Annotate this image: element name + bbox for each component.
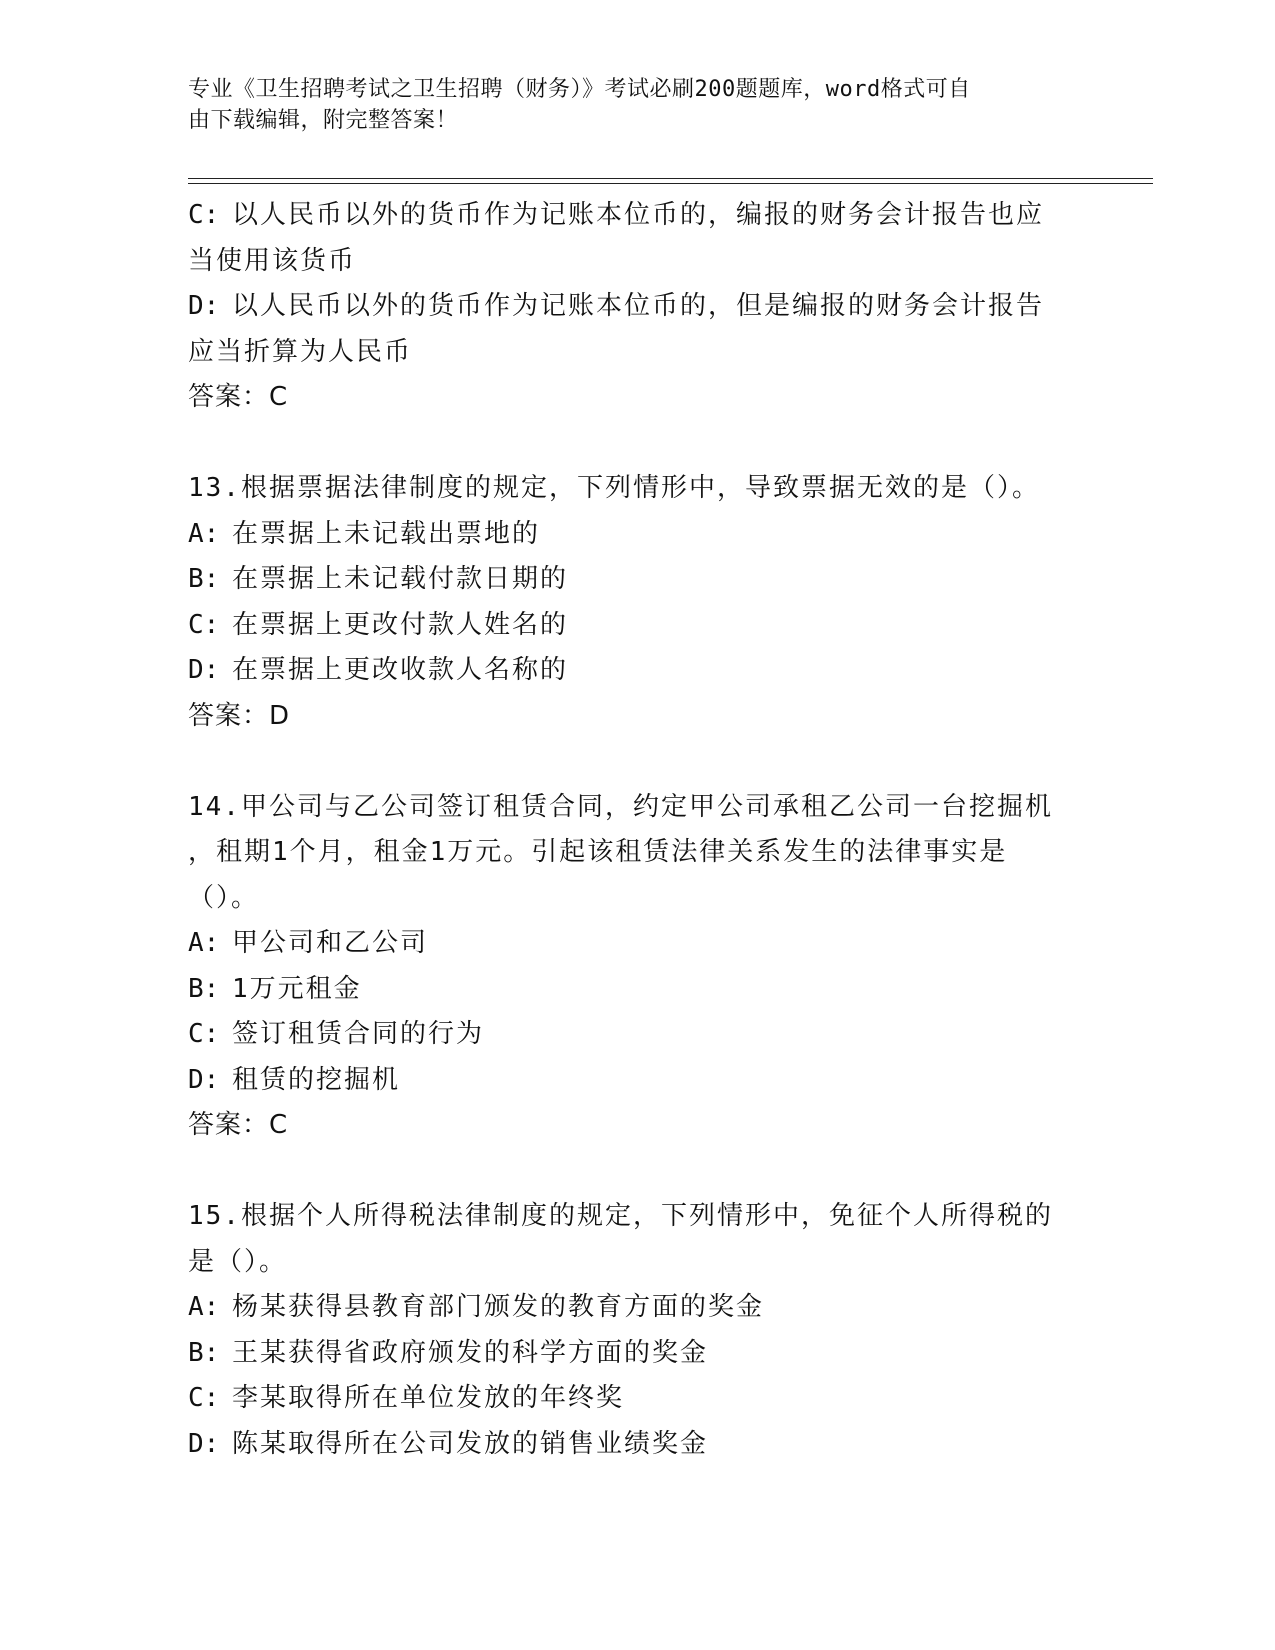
q14-option-a: A: 甲公司和乙公司: [188, 928, 429, 958]
q13-option-a: A: 在票据上未记载出票地的: [188, 518, 541, 549]
question-13: [188, 466, 1088, 739]
header-rule-top: [188, 178, 1153, 179]
question-14: [188, 785, 1088, 1149]
question-15-stem-line-1: 15.根据个人所得税法律制度的规定，下列情形中，免征个人所得税的: [188, 1201, 1053, 1231]
q13-answer: 答案：D: [188, 700, 291, 731]
prev-question: [188, 193, 1088, 421]
prev-option-d: D: 以人民币以外的货币作为记账本位币的，但是编报的财务会计报告: [188, 291, 1045, 321]
q14-option-d: D: 租赁的挖掘机: [188, 1064, 401, 1095]
q15-option-a: A: 杨某获得县教育部门颁发的教育方面的奖金: [188, 1292, 765, 1322]
q13-option-d: D: 在票据上更改收款人名称的: [188, 655, 569, 685]
q15-option-d: D: 陈某取得所在公司发放的销售业绩奖金: [188, 1428, 709, 1459]
prev-answer: 答案：C: [188, 382, 289, 412]
q15-option-c: C: 李某取得所在单位发放的年终奖: [188, 1383, 625, 1413]
document-body: [188, 193, 1088, 1467]
q14-answer: 答案：C: [188, 1110, 289, 1140]
question-14-stem-line-3: （）。: [188, 882, 260, 913]
header-line-1: 专业《卫生招聘考试之卫生招聘（财务）》考试必刷200题题库，word格式可自: [188, 77, 971, 102]
prev-option-d-cont: 应当折算为人民币: [188, 336, 413, 367]
question-14-stem-line-2: ，租期1个月，租金1万元。引起该租赁法律关系发生的法律事实是: [188, 837, 1008, 867]
question-15: [188, 1194, 1088, 1467]
question-14-stem-line-1: 14.甲公司与乙公司签订租赁合同，约定甲公司承租乙公司一台挖掘机: [188, 791, 1053, 822]
q15-option-b: B: 王某获得省政府颁发的科学方面的奖金: [188, 1337, 709, 1368]
document-header: [188, 74, 1068, 136]
q13-option-c: C: 在票据上更改付款人姓名的: [188, 609, 569, 640]
question-13-stem: 13.根据票据法律制度的规定，下列情形中，导致票据无效的是（）。: [188, 473, 1040, 503]
prev-option-c: C: 以人民币以外的货币作为记账本位币的，编报的财务会计报告也应: [188, 200, 1045, 230]
question-15-stem-line-2: 是（）。: [188, 1246, 288, 1277]
q14-option-c: C: 签订租赁合同的行为: [188, 1019, 485, 1049]
q13-option-b: B: 在票据上未记载付款日期的: [188, 564, 569, 594]
header-rule-bottom: [188, 183, 1153, 184]
header-line-2: 由下载编辑，附完整答案！: [188, 108, 459, 133]
prev-option-c-cont: 当使用该货币: [188, 245, 357, 276]
q14-option-b: B: 1万元租金: [188, 973, 362, 1004]
